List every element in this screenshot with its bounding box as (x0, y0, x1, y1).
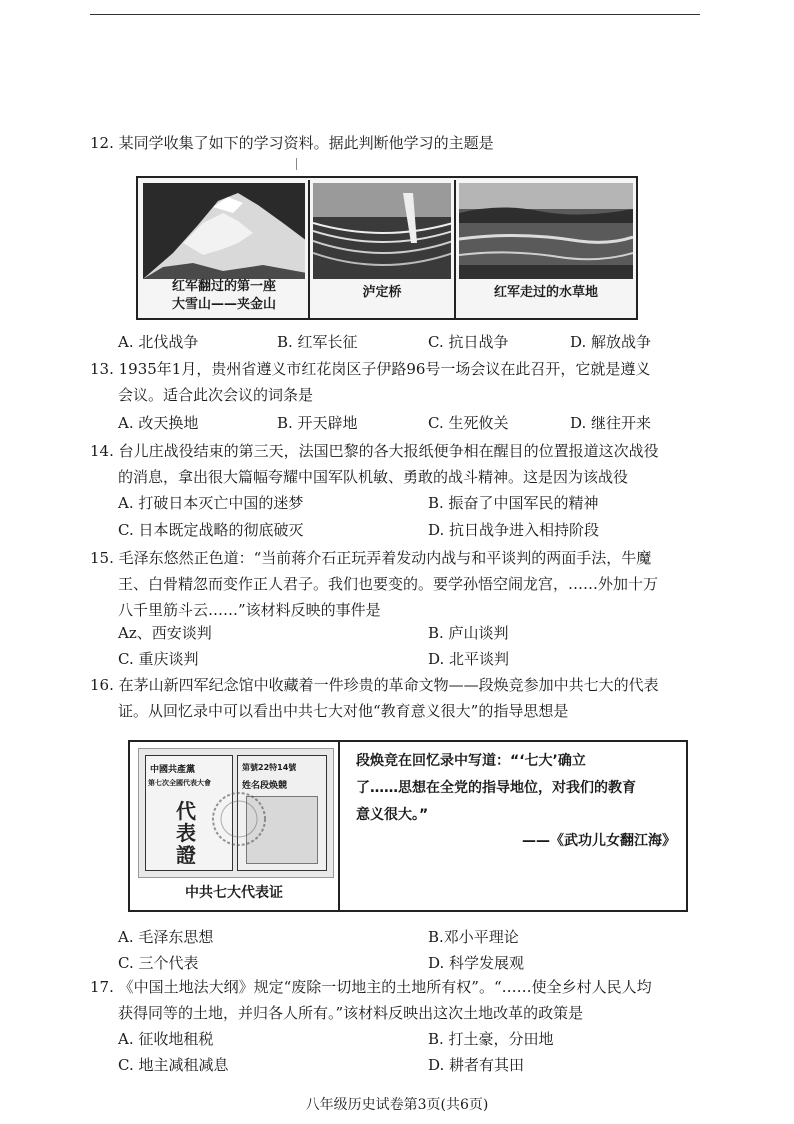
q16-option-c[interactable]: C. 三个代表 (118, 954, 199, 972)
question-13 (90, 356, 710, 408)
question-13-stem-cont: 会议。适合此次会议的词条是 (118, 386, 314, 404)
photo-panel-jiajin-mountain (140, 180, 310, 318)
question-17 (90, 974, 710, 1026)
scan-mark (296, 158, 297, 170)
memoir-quote (356, 748, 674, 829)
card-char-1: 代 (176, 799, 196, 823)
q12-option-b[interactable]: B. 红军长征 (277, 333, 358, 351)
grassland-image (459, 183, 633, 279)
card-party-name: 中國共產黨 (150, 765, 196, 775)
q16-option-a[interactable]: A. 毛泽东思想 (118, 928, 214, 946)
snow-mountain-image (143, 183, 305, 279)
card-number: 第號22特14號 (242, 763, 297, 772)
caption-jiajin-mountain: 红军翻过的第一座 大雪山——夹金山 (171, 279, 276, 312)
card-congress-name: 第七次全國代表大會 (148, 779, 211, 787)
question-16-figure (128, 740, 688, 912)
question-15-stem: 15. 毛泽东悠然正色道：“当前蒋介石正玩弄着发动内战与和平谈判的两面手法，牛魔 (90, 549, 652, 567)
question-12 (90, 130, 710, 156)
q12-option-c[interactable]: C. 抗日战争 (428, 333, 509, 351)
q15-option-c[interactable]: C. 重庆谈判 (118, 650, 199, 668)
official-seal-stamp (209, 789, 269, 849)
grassland-photo (459, 183, 633, 279)
question-15 (90, 545, 710, 623)
q15-option-d[interactable]: D. 北平谈判 (428, 650, 510, 668)
card-holder-name: 姓名段焕競 (242, 781, 288, 791)
q15-option-b[interactable]: B. 庐山谈判 (428, 624, 509, 642)
q13-option-d[interactable]: D. 继往开来 (570, 414, 652, 432)
q12-option-d[interactable]: D. 解放战争 (570, 333, 652, 351)
question-15-stem-cont-2: 八千里筋斗云……”该材料反映的事件是 (118, 601, 381, 619)
question-14 (90, 438, 710, 490)
q17-option-a[interactable]: A. 征收地租税 (118, 1030, 214, 1048)
snow-mountain-photo (143, 183, 305, 279)
photo-panel-grassland (456, 180, 636, 318)
q14-option-a[interactable]: A. 打破日本灭亡中国的迷梦 (118, 494, 304, 512)
card-char-2: 表 (176, 821, 196, 845)
question-15-stem-cont: 王、白骨精忽而变作正人君子。我们也要变的。要学孙悟空闹龙宫，……外加十万 (118, 575, 659, 593)
question-17-stem: 17. 《中国土地法大纲》规定“废除一切地主的土地所有权”。“……使全乡村人民人均 (90, 978, 652, 996)
delegate-card-photo (138, 748, 334, 878)
q12-option-a[interactable]: A. 北伐战争 (118, 333, 199, 351)
question-16-stem-cont: 证。从回忆录中可以看出中共七大对他“教育意义很大”的指导思想是 (118, 702, 569, 720)
q13-option-c[interactable]: C. 生死攸关 (428, 414, 509, 432)
q16-option-d[interactable]: D. 科学发展观 (428, 954, 525, 972)
luding-bridge-photo (313, 183, 451, 279)
quote-line-3: 意义很大。” (356, 807, 429, 823)
card-char-3: 證 (176, 843, 196, 867)
question-13-stem: 13. 1935年1月，贵州省遵义市红花岗区子伊路96号一场会议在此召开，它就是遵义 (90, 360, 651, 378)
question-17-stem-cont: 获得同等的土地，并归各人所有。”该材料反映出这次土地改革的政策是 (118, 1004, 584, 1022)
q14-option-b[interactable]: B. 振奋了中国军民的精神 (428, 494, 599, 512)
card-caption: 中共七大代表证 (185, 885, 283, 901)
question-14-stem: 14. 台儿庄战役结束的第三天，法国巴黎的各大报纸便争相在醒目的位置报道这次战役 (90, 442, 659, 460)
quote-source: ——《武功儿女翻江海》 (522, 833, 676, 849)
question-14-stem-cont: 的消息，拿出很大篇幅夸耀中国军队机敏、勇敢的战斗精神。这是因为该战役 (118, 468, 629, 486)
top-rule (90, 14, 700, 15)
q16-option-b[interactable]: B.邓小平理论 (428, 928, 519, 946)
q13-option-b[interactable]: B. 开天辟地 (277, 414, 358, 432)
page-footer: 八年级历史试卷第3页(共6页) (305, 1097, 489, 1113)
caption-luding-bridge: 泸定桥 (362, 285, 402, 300)
q13-option-a[interactable]: A. 改天换地 (118, 414, 199, 432)
question-12-figure (136, 176, 638, 320)
question-16-stem: 16. 在茅山新四军纪念馆中收藏着一件珍贵的革命文物——段焕竞参加中共七大的代表 (90, 676, 659, 694)
q14-option-d[interactable]: D. 抗日战争进入相持阶段 (428, 521, 600, 539)
q17-option-d[interactable]: D. 耕者有其田 (428, 1056, 525, 1074)
quote-line-1: 段焕竞在回忆录中写道：“‘七大’确立 (356, 753, 586, 769)
question-16 (90, 672, 710, 724)
question-12-stem: 12. 某同学收集了如下的学习资料。据此判断他学习的主题是 (90, 134, 494, 152)
quote-line-2: 了……思想在全党的指导地位，对我们的教育 (356, 780, 636, 796)
photo-panel-luding-bridge (310, 180, 456, 318)
q17-option-c[interactable]: C. 地主减租减息 (118, 1056, 229, 1074)
delegate-card-panel (130, 742, 340, 910)
bridge-image (313, 183, 451, 279)
q17-option-b[interactable]: B. 打土豪，分田地 (428, 1030, 554, 1048)
q14-option-c[interactable]: C. 日本既定战略的彻底破灭 (118, 521, 304, 539)
q15-option-a[interactable]: Az、西安谈判 (118, 624, 212, 642)
caption-grassland: 红军走过的水草地 (493, 285, 598, 300)
